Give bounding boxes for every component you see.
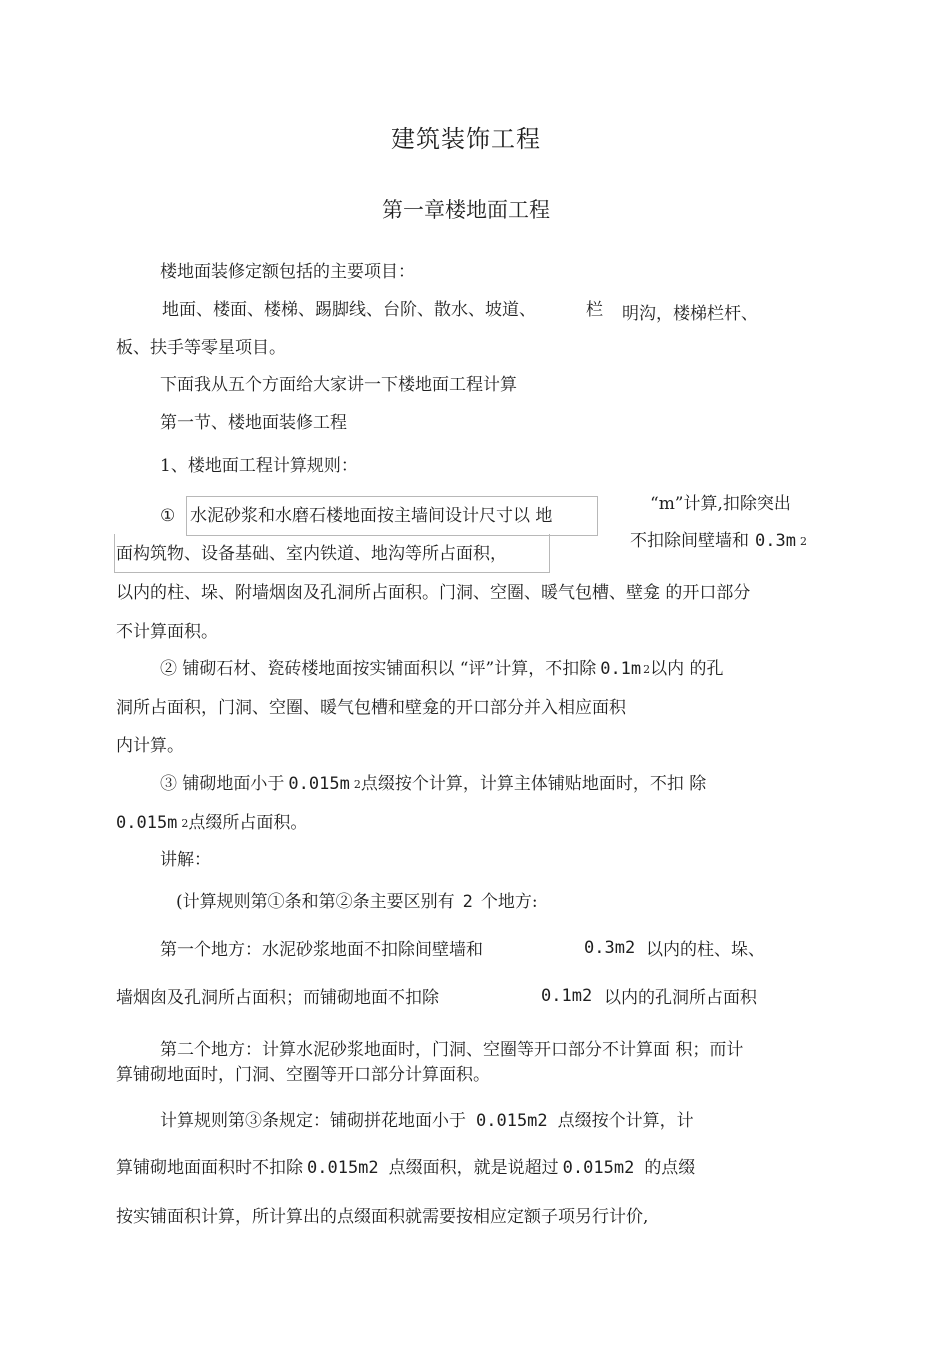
explanation-line-2a: 第一个地方：水泥砂浆地面不扣除间壁墙和 xyxy=(160,940,483,960)
explanation-7-text-c: 点缀面积，就是说超过 xyxy=(388,1158,559,1178)
rule-3-text-a: ③ 铺砌地面小于 xyxy=(160,774,285,794)
rule-2-line-3: 内计算。 xyxy=(116,736,184,756)
explanation-line-7 xyxy=(116,1157,695,1179)
rule-3-line-1 xyxy=(160,773,706,797)
rule-1-line-3: 以内的柱、垛、附墙烟囱及孔洞所占面积。门洞、空圈、暖气包槽、壁龛 的开口部分 xyxy=(116,583,751,603)
rule-1-side-value: 0.3m xyxy=(755,531,796,551)
items-line-1-end: 明沟，楼梯栏杆、 xyxy=(622,304,758,324)
explanation-line-2c: 以内的柱、垛、 xyxy=(646,940,765,960)
explanation-line-4: 第二个地方：计算水泥砂浆地面时，门洞、空圈等开口部分不计算面 积；而计 xyxy=(160,1040,744,1060)
explanation-6-text-a: 计算规则第③条规定：铺砌拼花地面小于 xyxy=(160,1111,466,1131)
explanation-6-text-c: 点缀按个计算，计 xyxy=(557,1111,694,1131)
explanation-line-6 xyxy=(160,1110,694,1132)
rule-3-exponent: 2 xyxy=(353,778,361,791)
rule-1-side-note-2 xyxy=(630,530,807,554)
rule-2-value: 0.1m xyxy=(600,659,642,679)
rule-1-box-line-2: 面构筑物、设备基础、室内铁道、地沟等所占面积， xyxy=(116,544,507,564)
rules-heading: 1、楼地面工程计算规则： xyxy=(160,456,358,476)
rule-1-side-text: 不扣除间壁墙和 xyxy=(630,531,749,551)
explanation-6-value: 0.015m2 xyxy=(476,1111,548,1131)
rule-1-side-note-1: “m”计算,扣除突出 xyxy=(650,494,791,514)
chapter-heading: 第一章楼地面工程 xyxy=(382,198,550,222)
explanation-1-text-c: 个地方: xyxy=(480,892,538,912)
rule-2-line-2: 洞所占面积，门洞、空圈、暖气包槽和壁龛的开口部分并入相应面积 xyxy=(116,698,626,718)
rule-2-text-a: ② 铺砌石材、瓷砖楼地面按实铺面积以 “评”计算，不扣除 xyxy=(160,659,597,679)
explanation-line-8: 按实铺面积计算，所计算出的点缀面积就需要按相应定额子项另行计价, xyxy=(116,1207,649,1227)
items-line-1: 地面、楼面、楼梯、踢脚线、台阶、散水、坡道、 xyxy=(162,300,536,320)
rule-3-line-2-exponent: 2 xyxy=(181,817,189,830)
doc-title: 建筑装饰工程 xyxy=(391,125,541,153)
explanation-7-value-2: 0.015m2 xyxy=(562,1158,635,1178)
rule-3-line-2 xyxy=(116,812,307,836)
explanation-7-value-1: 0.015m2 xyxy=(307,1158,379,1178)
items-line-2: 板、扶手等零星项目。 xyxy=(116,338,286,358)
explanation-7-text-a: 算铺砌地面面积时不扣除 xyxy=(116,1158,303,1178)
explanation-1-count: 2 xyxy=(462,892,473,912)
intro-paragraph: 楼地面装修定额包括的主要项目： xyxy=(160,262,415,282)
explanation-line-2-value: 0.3m2 xyxy=(584,938,636,958)
explanation-1-text-a: (计算规则第①条和第②条主要区别有 xyxy=(176,892,455,912)
explanation-line-1 xyxy=(176,891,538,913)
rule-1-line-4: 不计算面积。 xyxy=(116,622,218,642)
explanation-heading: 讲解： xyxy=(160,850,211,870)
items-line-1-fragment: 栏 xyxy=(586,300,603,320)
section-heading: 第一节、楼地面装修工程 xyxy=(160,413,347,433)
rule-3-text-d: 点缀按个计算，计算主体铺贴地面时，不扣 除 xyxy=(360,774,707,794)
explanation-line-3c: 以内的孔洞所占面积 xyxy=(604,988,757,1008)
overview-paragraph: 下面我从五个方面给大家讲一下楼地面工程计算 xyxy=(160,375,517,395)
rule-1-side-exponent: 2 xyxy=(799,535,807,548)
rule-2-text-d: 以内 的孔 xyxy=(650,659,724,679)
explanation-line-3-value: 0.1m2 xyxy=(541,986,593,1006)
rule-3-value: 0.015m xyxy=(288,774,350,794)
explanation-line-5: 算铺砌地面时，门洞、空圈等开口部分计算面积。 xyxy=(116,1065,490,1085)
rule-1-box-line-1: 水泥砂浆和水磨石楼地面按主墙间设计尺寸以 地 xyxy=(190,506,553,526)
explanation-line-3a: 墙烟囱及孔洞所占面积；而铺砌地面不扣除 xyxy=(116,988,439,1008)
rule-3-line-2-text: 点缀所占面积。 xyxy=(188,813,308,833)
explanation-7-text-e: 的点缀 xyxy=(644,1158,696,1178)
rule-1-number: ① xyxy=(160,506,176,526)
rule-3-line-2-value: 0.015m xyxy=(116,813,178,833)
rule-2-exponent: 2 xyxy=(643,663,651,676)
rule-2-line-1 xyxy=(160,658,724,682)
